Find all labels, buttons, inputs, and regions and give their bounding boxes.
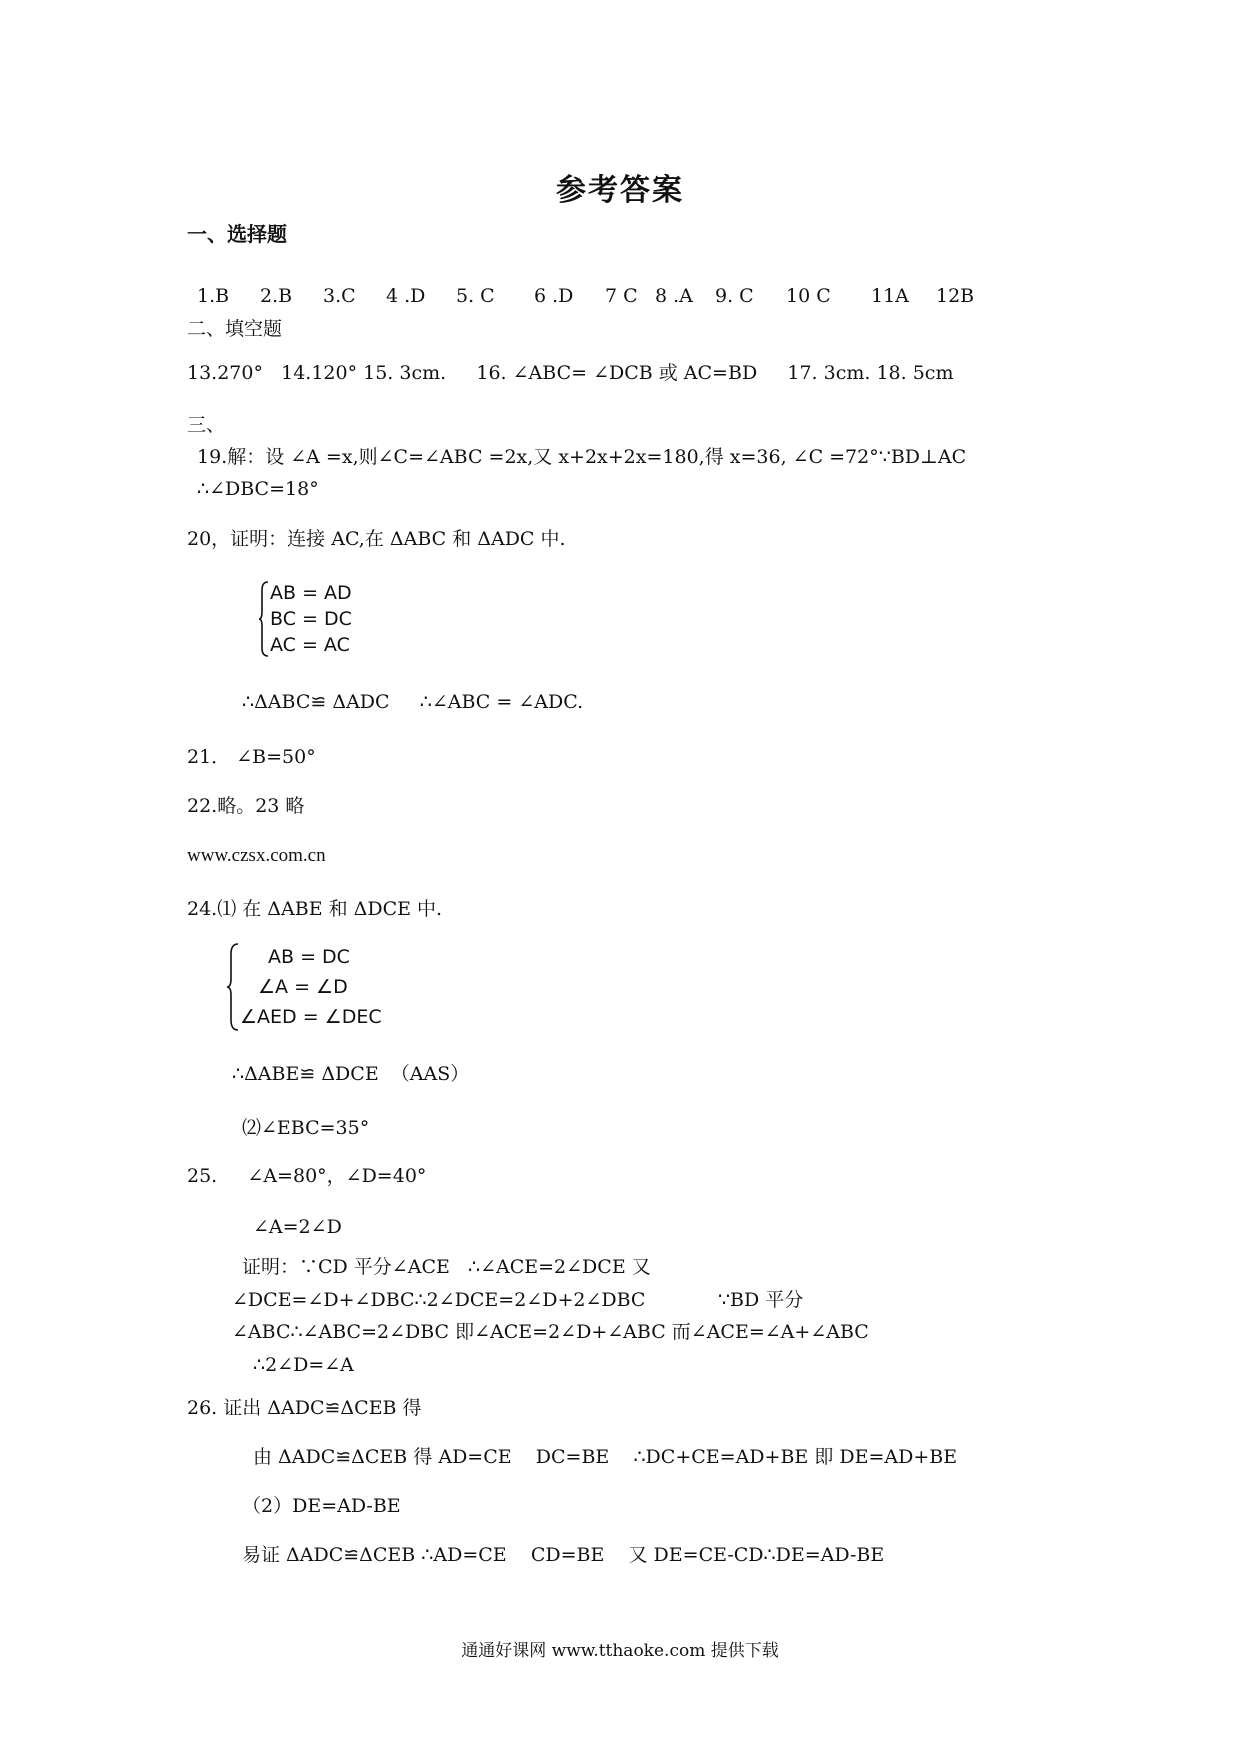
section-1-heading: 一、选择题 — [187, 222, 287, 246]
q20-eq-2: BC = DC — [270, 608, 352, 630]
q20-line-1: 20，证明：连接 AC,在 ΔABC 和 ΔADC 中. — [187, 528, 566, 550]
q20-eq-1: AB = AD — [270, 582, 352, 604]
q19-line-1: 19.解：设 ∠A =x,则∠C=∠ABC =2x,又 x+2x+2x=180,得 x=36, ∠C =72°∵BD⊥AC — [197, 446, 967, 468]
answer-6: 6 .D — [534, 285, 574, 307]
q24-line-1: 24.⑴ 在 ΔABE 和 ΔDCE 中. — [187, 898, 443, 920]
answer-12: 12B — [936, 285, 975, 307]
page-title: 参考答案 — [556, 173, 684, 208]
q25-line-5: ∠ABC∴∠ABC=2∠DBC 即∠ACE=2∠D+∠ABC 而∠ACE=∠A+∠ABC — [232, 1321, 869, 1343]
q24-conclusion: ∴ΔABE≌ ΔDCE （AAS） — [232, 1063, 470, 1085]
q24-equation-system — [226, 942, 426, 1032]
q26-line-3: （2）DE=AD-BE — [242, 1495, 401, 1517]
answer-2: 2.B — [260, 285, 293, 307]
q20-eq-3: AC = AC — [270, 634, 350, 656]
site-url: www.czsx.com.cn — [187, 845, 326, 866]
q26-line-1: 26. 证出 ΔADC≌ΔCEB 得 — [187, 1397, 422, 1419]
brace-icon — [226, 942, 240, 1032]
answer-5: 5. C — [456, 285, 495, 307]
q20-equation-system — [258, 580, 398, 660]
q25-line-2: ∠A=2∠D — [253, 1216, 342, 1238]
q26-line-2: 由 ΔADC≌ΔCEB 得 AD=CE DC=BE ∴DC+CE=AD+BE 即 DE=AD+BE — [253, 1446, 958, 1468]
fill-blank-answers: 13.270° 14.120° 15. 3cm. 16. ∠ABC= ∠DCB 或 AC=BD 17. 3cm. 18. 5cm — [187, 362, 954, 384]
answer-8: 8 .A — [655, 285, 693, 307]
q26-line-4: 易证 ΔADC≌ΔCEB ∴AD=CE CD=BE 又 DE=CE-CD∴DE=AD-BE — [242, 1544, 885, 1566]
q19-line-2: ∴∠DBC=18° — [197, 478, 319, 500]
q24-eq-3: ∠AED = ∠DEC — [240, 1006, 382, 1028]
answer-3: 3.C — [323, 285, 356, 307]
answer-11: 11A — [871, 285, 909, 307]
q21-answer: 21． ∠B=50° — [187, 746, 316, 768]
answer-7: 7 C — [605, 285, 638, 307]
q25-line-6: ∴2∠D=∠A — [253, 1354, 354, 1376]
answer-4: 4 .D — [386, 285, 426, 307]
q24-eq-1: AB = DC — [268, 946, 350, 968]
q25-line-4: ∠DCE=∠D+∠DBC∴2∠DCE=2∠D+2∠DBC ∵BD 平分 — [232, 1289, 804, 1311]
q24-part-2: ⑵∠EBC=35° — [242, 1117, 370, 1139]
q20-conclusion: ∴ΔABC≌ ΔADC ∴∠ABC = ∠ADC. — [242, 691, 584, 713]
answer-1: 1.B — [197, 285, 230, 307]
page-footer: 通通好课网 www.tthaoke.com 提供下载 — [461, 1641, 779, 1661]
brace-icon — [258, 580, 270, 658]
answer-10: 10 C — [786, 285, 831, 307]
q25-line-3: 证明：∵CD 平分∠ACE ∴∠ACE=2∠DCE 又 — [242, 1256, 651, 1278]
q25-line-1: 25. ∠A=80°，∠D=40° — [187, 1165, 427, 1187]
section-3-heading: 三、 — [187, 414, 226, 436]
section-2-heading: 二、填空题 — [187, 318, 283, 340]
q22-answer: 22.略。23 略 — [187, 795, 305, 817]
q24-eq-2: ∠A = ∠D — [258, 976, 348, 998]
answer-9: 9. C — [715, 285, 754, 307]
